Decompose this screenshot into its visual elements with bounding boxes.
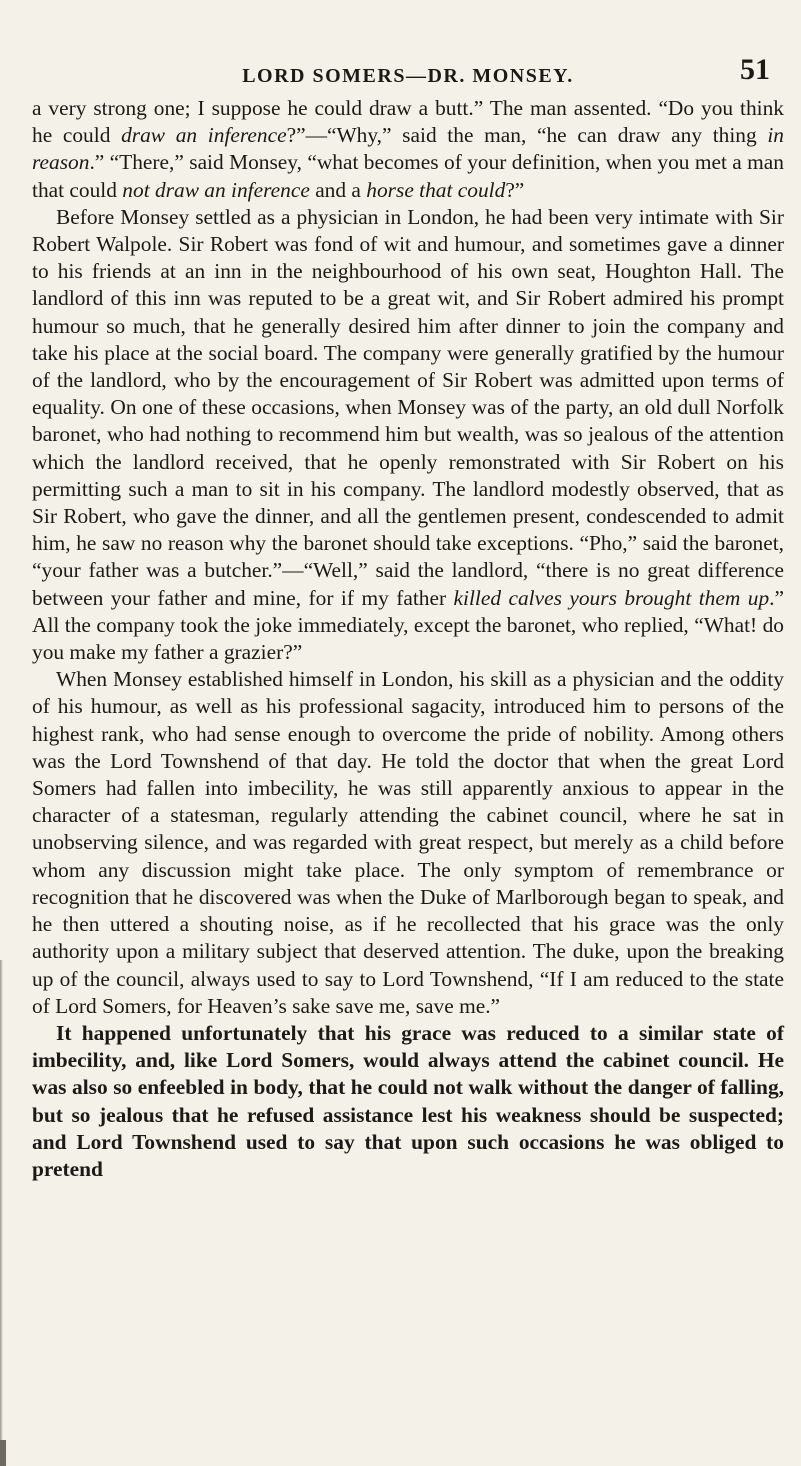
running-head: LORD SOMERS—DR. MONSEY. [242,65,574,87]
italic-phrase: killed calves yours brought them up [453,585,770,610]
text-run: When Monsey established himself in London, his skill as a physician and the oddity of his humour, as well as his professional sagacity, introduced him to persons of the highest rank, who had sense enough to overcome the pride of nobility. Among others was the Lord Townshend of that day. He told the doctor that when the great Lord Somers had fallen into imbecility, he was still apparently anxious to appear in the character of a statesman, regularly attending the cabinet council, where he sat in unobserving silence, and was regarded with great respect, but merely as a child before whom any discussion might take place. The only symptom of remembrance or recognition that he discovered was when the Duke of Marlborough began to speak, and he then uttered a shouting noise, as if he recollected that his grace was the only authority upon a military subject that deserved attention. The duke, upon the breaking up of the council, always used to say to Lord Townshend, “If I am reduced to the state of Lord Somers, for Heaven’s sake save me, save me.” [32,667,784,1018]
body-text [32,95,784,1183]
page-header [32,55,784,95]
scan-edge-mark [0,1440,6,1466]
paragraph-1 [32,95,784,204]
text-run: .” “There,” said Monsey, “what becomes of your definition, when you met a man that could [32,150,784,202]
text-run: It happened unfortunately that his grace was reduced to a similar state of imbecility, and, like Lord Somers, would always attend the cabinet council. He was also so enfeebled in body, that he could not walk without the danger of falling, but so jealous that he refused assistance lest his weakness should be suspected; and Lord Townshend used to say that upon such occasions he was obliged to pretend [32,1020,784,1181]
text-run: and a [309,177,367,202]
paragraph-2 [32,204,784,666]
paragraph-4 [32,1020,784,1183]
italic-phrase: draw an inference [121,123,287,148]
scan-edge-shadow [0,960,3,1466]
text-run: Before Monsey settled as a physician in London, he had been very intimate with Sir Robert Walpole. Sir Robert was fond of wit and humour, and sometimes gave a dinner to his friends at an inn in the neighbourhood of his own seat, Houghton Hall. The landlord of this inn was reputed to be a great wit, and Sir Robert admired his prompt humour so much, that he generally desired him after dinner to join the company and take his place at the social board. The company were generally gratified by the humour of the landlord, who by the encouragement of Sir Robert was admitted upon terms of equality. On one of these occasions, when Monsey was of the party, an old dull Norfolk baronet, who had nothing to recommend him but wealth, was so jealous of the attention which the landlord received, that he openly remonstrated with Sir Robert on his permitting such a man to sit in his company. The landlord modestly observed, that as Sir Robert, who gave the dinner, and all the gentlemen present, condescended to admit him, he saw no reason why the baronet should take exceptions. “Pho,” said the baronet, “your father was a butcher.”—“Well,” said the landlord, “there is no great difference between your father and mine, for if my father [32,204,784,610]
paragraph-3 [32,666,784,1020]
text-run: .” All the company took the joke immediately, except the baronet, who replied, “What! do you make my father a grazier?” [32,585,784,665]
italic-phrase: not draw an inference [122,177,310,202]
text-run: a very strong one; I suppose he could draw a butt.” The man assented. “Do you think he could [32,96,784,148]
italic-phrase: in reason [32,123,784,175]
text-run: ?”—“Why,” said the man, “he can draw any thing [286,123,768,148]
italic-phrase: horse that could [366,177,506,202]
text-run: ?” [505,177,525,202]
page-number: 51 [740,53,770,86]
